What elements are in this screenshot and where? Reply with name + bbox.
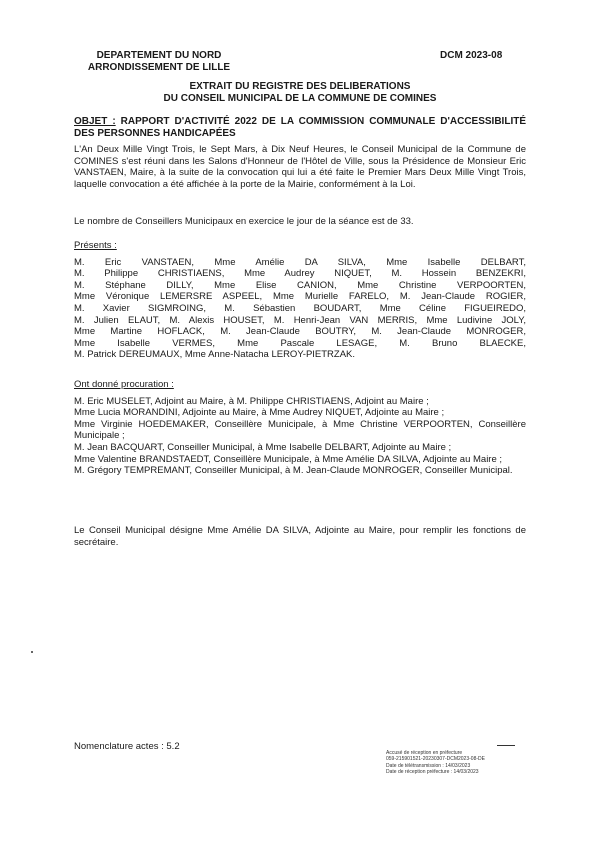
procuration-label: Ont donné procuration : <box>74 379 174 390</box>
presents-line: Mme Martine HOFLACK, M. Jean-Claude BOUTRY, M. Jean-Claude MONROGER, <box>74 326 526 338</box>
procuration-item: Mme Virginie HOEDEMAKER, Conseillère Municipale, à Mme Christine VERPOORTEN, Conseillère Municipale ; <box>74 418 526 442</box>
intro-paragraph <box>74 144 526 190</box>
stamp-line-2: 059-215901521-20230307-DCM2023-08-DE <box>386 756 485 763</box>
department-header <box>74 50 244 74</box>
procuration-section <box>74 379 526 477</box>
secretaire-paragraph <box>74 525 526 548</box>
objet-text: RAPPORT D'ACTIVITÉ 2022 DE LA COMMISSION COMMUNALE D'ACCESSIBILITÉ DES PERSONNES HANDICAPÉES <box>74 116 526 139</box>
margin-mark <box>31 651 33 653</box>
procuration-item: M. Eric MUSELET, Adjoint au Maire, à M. Philippe CHRISTIAENS, Adjoint au Maire ; <box>74 395 429 407</box>
stamp-line-3: Date de télétransmission : 14/03/2023 <box>386 762 471 769</box>
secretaire-text: Le Conseil Municipal désigne Mme Amélie DA SILVA, Adjointe au Maire, pour remplir les fonctions de secrétaire. <box>74 525 526 548</box>
document-title <box>74 81 526 105</box>
procuration-item: M. Jean BACQUART, Conseiller Municipal, à Mme Isabelle DELBART, Adjointe au Maire ; <box>74 441 452 453</box>
intro-text: L'An Deux Mille Vingt Trois, le Sept Mars, à Dix Neuf Heures, le Conseil Municipal de la Commune de COMINES s'est réuni dans les Salons d'Honneur de l'Hôtel de Ville, sous la Présidence de Monsieur Eric VANSTAEN, Maire, à la suite de la convocation qui lui a été faite le Premier Mars Deux Mille Vingt Trois, laquelle convocation a été affichée à la porte de la Mairie, conformément à la Loi. <box>74 144 526 190</box>
department-name: DEPARTEMENT DU NORD <box>96 50 222 61</box>
nombre-text: Le nombre de Conseillers Municipaux en exercice le jour de la séance est de 33. <box>74 216 414 227</box>
procuration-item: Mme Lucia MORANDINI, Adjointe au Maire, à Mme Audrey NIQUET, Adjointe au Maire ; <box>74 407 445 419</box>
deliberation-reference: DCM 2023-08 <box>440 50 503 61</box>
nomenclature-code: Nomenclature actes : 5.2 <box>74 741 180 752</box>
stamp-rule <box>497 745 515 746</box>
presents-line: M. Xavier SIGMROING, M. Sébastien BOUDART, Mme Céline FIGUEIREDO, <box>74 302 526 314</box>
presents-line: M. Julien ELAUT, M. Alexis HOUSET, M. Henri-Jean VAN MERRIS, Mme Ludivine JOLY, <box>74 314 526 326</box>
presents-line: M. Philippe CHRISTIAENS, Mme Audrey NIQUET, M. Hossein BENZEKRI, <box>74 268 526 280</box>
procuration-item: Mme Valentine BRANDSTAEDT, Conseillère Municipale, à Mme Amélie DA SILVA, Adjointe au Maire ; <box>74 453 503 465</box>
presents-section <box>74 240 526 361</box>
stamp-line-4: Date de réception préfecture : 14/03/2023 <box>386 769 479 776</box>
presents-line: M. Stéphane DILLY, Mme Elise CANION, Mme Christine VERPOORTEN, <box>74 279 526 291</box>
procuration-item: M. Grégory TEMPREMANT, Conseiller Municipal, à M. Jean-Claude MONROGER, Conseiller Municipal. <box>74 465 513 477</box>
objet-label: OBJET : <box>74 116 116 127</box>
arrondissement-name: ARRONDISSEMENT DE LILLE <box>87 62 231 73</box>
presents-line: M. Patrick DEREUMAUX, Mme Anne-Natacha LEROY-PIETRZAK. <box>74 349 356 361</box>
title-line-1: EXTRAIT DU REGISTRE DES DELIBERATIONS <box>189 81 411 92</box>
nombre-paragraph <box>74 216 526 228</box>
presents-label: Présents : <box>74 240 117 251</box>
prefecture-stamp <box>386 750 516 776</box>
objet-section <box>74 116 526 140</box>
presents-line: Mme Isabelle VERMES, Mme Pascale LESAGE, M. Bruno BLAECKE, <box>74 337 526 349</box>
title-line-2: DU CONSEIL MUNICIPAL DE LA COMMUNE DE COMINES <box>163 93 437 104</box>
presents-line: M. Eric VANSTAEN, Mme Amélie DA SILVA, Mme Isabelle DELBART, <box>74 256 526 268</box>
presents-line: Mme Véronique LEMERSRE ASPEEL, Mme Murielle FARELO, M. Jean-Claude ROGIER, <box>74 291 526 303</box>
stamp-line-1: Accusé de réception en préfecture <box>386 750 463 756</box>
